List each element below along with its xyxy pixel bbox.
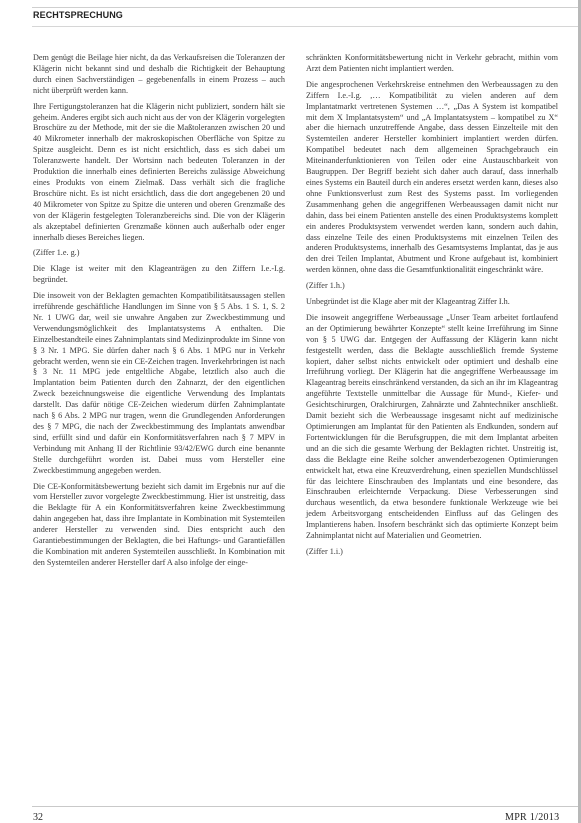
paragraph: Die angesprochenen Verkehrskreise entnehmen den Werbeaussagen zu den Ziffern I.e.-I.g. ,… Kompatibilität zu vielen anderen auf dem Implantatmarkt vertretenen Systemen …“, „Das A System ist kompatibel mit dem X Implantatsystem“ und „A Implantatsystem – kompatibel zu X“ aber die hiernach unzutreffende Angabe, dass dessen Einzelteile mit den Systemteilen anderer Hersteller kombiniert implantiert werden dürfen. Kompatibel bedeutet nach dem allgemeinen Sprachgebrauch ein Miteinanderfunktionieren von Teilen oder eine Austauschbarkeit von Baugruppen. Der Begriff bezieht sich daher auch darauf, dass innerhalb eines Systems ein Bauteil durch ein anderes ersetzt werden kann, dieses also ohne Funktionsverlust zum Rest des Systems passt. Im vorliegenden Zusammenhang gehen die angegriffenen Werbeaussagen damit nicht nur dahin, dass bei einem Patienten anstelle des einen Produktsystems komplett ein anderes Produktsystem verwendet werden kann, sondern auch dahin, dass einzelne Teile des einen Produktsystems mit einzelnen Teilen des anderen Produktsystems, innerhalb des Gesamtsystems Implantat, das je aus den drei Teilen Implantat, Abutment und Krone aufgebaut ist, kombiniert werden können, ohne dass die Gesamtfunktionalität eingeschränkt wäre. [306, 79, 558, 275]
left-column [33, 53, 285, 574]
section-reference: (Ziffer 1.e. g.) [33, 248, 80, 258]
section-reference: (Ziffer 1.i.) [306, 546, 343, 556]
page-number: 32 [33, 812, 43, 823]
footer-divider [32, 806, 580, 807]
paragraph: Die insoweit von der Beklagten gemachten Kompatibilitätsaussagen stellen irreführende geschäftliche Handlungen im Sinne von § 5 Abs. 1 S. 1, S. 2 Nr. 1 UWG dar, weil sie unwahre Angaben zur Zweckbestimmung und Verwendungsmöglichkeit des Implantatsystems A enthalten. Die Einzelbestandteile eines Zahnimplantats sind Medizinprodukte im Sinne von § 3 Nr. 1 MPG. Sie dürfen daher nach § 6 Abs. 1 MPG nur in Verkehr gebracht werden, wenn sie ein CE-Zeichen tragen. Inverkehrbringen ist nach § 3 Nr. 11 MPG jede entgeltliche Abgabe, letztlich also auch die Implantation beim Patienten durch den Zahnarzt, der den eigentlichen Zweck bezeichnungsweise die eigentliche Verwendung des Implantats darstellt. Das dafür nötige CE-Zeichen wiederum dürfen Zahnimplantate nach § 6 Abs. 2 MPG nur tragen, wenn die Grundlegenden Anforderungen des § 7 MPG, die nach der Zweckbestimmung des Implantats anwendbar sind, erfüllt sind und dafür ein Konformitätsverfahren nach § 7 MPV in Verbindung mit Anhang II der Richtlinie 93/42/EWG durch eine benannte Stelle durchgeführt worden ist. Dabei muss vom Hersteller eine Zweckbestimmung angegeben werden. [33, 291, 285, 475]
section-header: RECHTSPRECHUNG [33, 10, 123, 20]
paragraph: Die CE-Konformitätsbewertung bezieht sich damit im Ergebnis nur auf die vom Hersteller zuvor vorgelegte Zweckbestimmung. Hier ist unstreitig, dass die Beklagte für A ein Konformitätsverfahren keine Zweckbestimmung dahin angegeben hat, dass ihre Implantate in Kombination mit Systemteilen anderer Hersteller zu verwenden sind. Dies entspricht auch den Garantiebestimmungen der Beklagten, die bei Haftungs- und Garantiefällen die Kombination mit anderen Systemteilen ausschließt. In Kombination mit den Systemteilen anderer Hersteller darf A also infolge der einge- [33, 481, 285, 567]
paragraph: Die insoweit angegriffene Werbeaussage „Unser Team arbeitet fortlaufend an der Optimierung bewährter Konzepte“ stellt keine Irreführung im Sinne von § 5 UWG dar. Entgegen der Auffassung der Klägerin kann nicht festgestellt werden, dass die Beklagte ausschließlich fremde Systeme kopiert, daher selbst nichts entwickelt oder optimiert und deshalb eine Irreführung vorliegt. Der Klägerin hat die angegriffene Werbeaussage im Klageantrag bereits einschränkend verstanden, da sich an ihr im Klageantrag angeführte Textstelle unmittelbar die Aussage für Mund-, Kiefer- und Gesichtschirurgen, Oralchirurgen, Zahnärzte und Zahntechniker anschließt. Damit bezieht sich die Werbeaussage insgesamt nicht auf medizinische Optimierungen am Implantat für den Patienten als Endkunden, sondern auf Fortentwicklungen für die Berufsgruppen, die mit dem Implantat arbeiten und an die sich die gesamte Werbung der Beklagten richtet. Unstreitig ist, dass die Beklagte eine Reihe solcher anwenderbezogenen Optimierungen entwickelt hat, etwa eine Kreuzverdrehung, einen speziellen Mundschlüssel für das leichtere Einschrauben des Implantats und eine besondere, das Einschrauben erleichternde Verpackung. Diese Verbesserungen sind durchaus wesentlich, da etwa besondere funktionale Werkzeuge wie bei jedem Arbeitsvorgang entscheidenden Einfluss auf das Gelingen des Implantierens haben. Insofern beschränkt sich das optimierte Konzept beim Zahnimplantat nicht auf Materialien und Geometrien. [306, 312, 558, 541]
section-reference: (Ziffer 1.h.) [306, 281, 345, 291]
paragraph: Die Klage ist weiter mit den Klageanträgen zu den Ziffern I.e.-I.g. begründet. [33, 264, 285, 285]
top-rule [32, 7, 580, 8]
paragraph: Unbegründet ist die Klage aber mit der Klageantrag Ziffer I.h. [306, 297, 510, 307]
journal-issue: MPR 1/2013 [505, 812, 560, 823]
right-column [306, 53, 558, 563]
header-divider [32, 26, 580, 27]
paragraph: Ihre Fertigungstoleranzen hat die Klägerin nicht publiziert, sondern hält sie geheim. Anderes ergibt sich auch nicht aus der von der Klägerin vorgelegten Broschüre zu der Methode, mit der sie die Maßtoleranzen zwischen 20 und 40 Mikrometer innerhalb der makroskopischen Oberfläche von Spitze zu Spitze ausgleicht. Denn es ist nicht ersichtlich, dass es sich dabei um Toleranzwerte handelt. Der Wortsinn nach bedeuten Toleranzen in der Produktion die innerhalb eines definierten Bereichs zulässige Abweichung eines Produkts von einem Zielmaß. Dass verhält sich die fragliche Broschüre nicht. Es ist nicht ersichtlich, dass die dort angegebenen 20 und 40 Mikrometer von Spitze zu Spitze die unteren und oberen Grenzmaße des von der Klägerin festgelegten Toleranzbereichs sind. Die von der Klägerin als akzeptabel definierten Grenzmaße können auch außerhalb oder enger innerhalb dieses Bereiches liegen. [33, 101, 285, 242]
paragraph: schränkten Konformitätsbewertung nicht in Verkehr gebracht, mithin vom Arzt dem Patienten nicht implantiert werden. [306, 53, 558, 73]
paragraph: Dem genügt die Beilage hier nicht, da das Verkaufsreisen die Toleranzen der Klägerin nicht bekannt sind und deshalb die Richtigkeit der Behauptung durch einen Sachverständigen – gegebenenfalls in einem Prozess – auch nicht überprüft werden kann. [33, 53, 285, 95]
